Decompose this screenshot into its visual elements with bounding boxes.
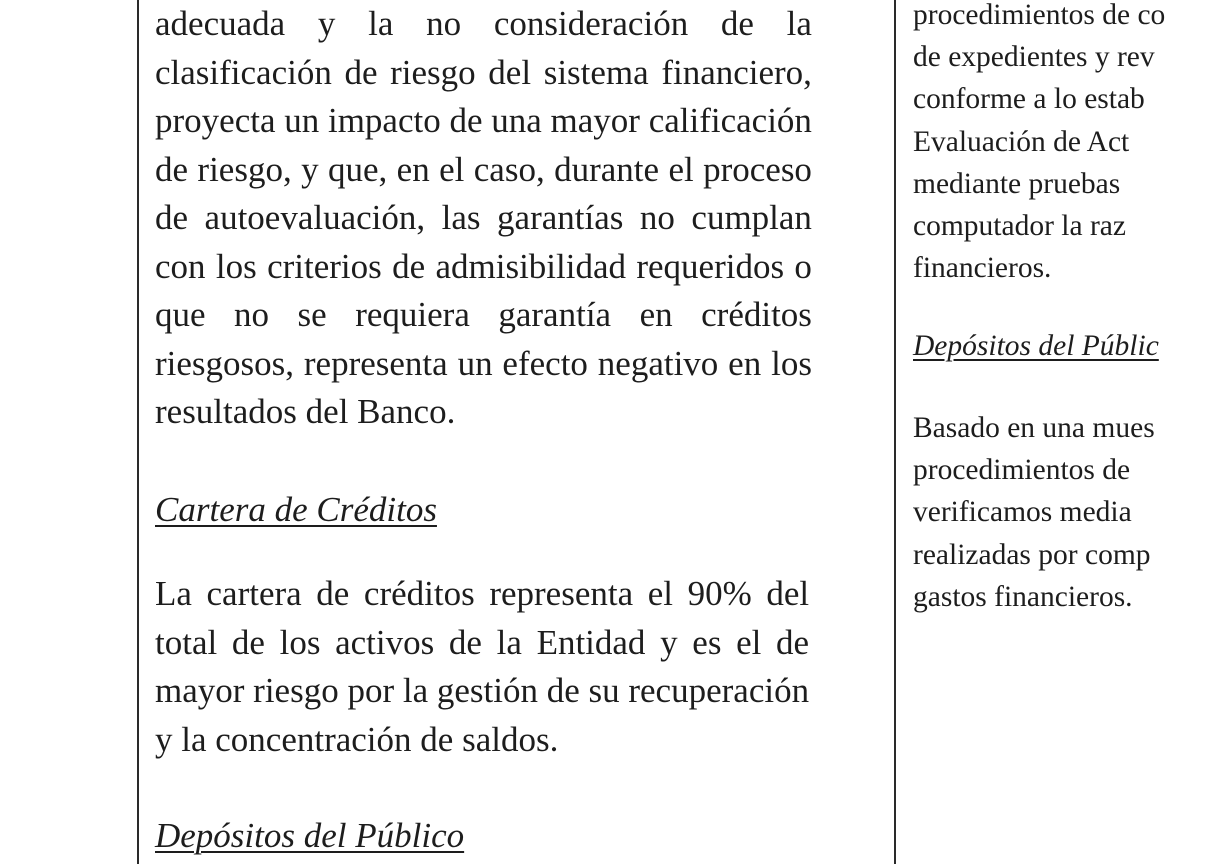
text-line: procedimientos de — [913, 454, 1131, 487]
text-line: de autoevaluación, las garantías no cumplan — [155, 198, 812, 237]
text-line: y la concentración de saldos. — [155, 719, 559, 759]
text-line: Basado en una mues — [913, 412, 1155, 444]
text-line: mayor riesgo por la gestión de su recuperación — [155, 671, 810, 710]
text-line: realizadas por comp — [913, 538, 1151, 571]
left-border-line — [137, 0, 139, 864]
text-line: La cartera de créditos representa el 90% del — [155, 574, 810, 613]
text-line: de riesgo, y que, en el caso, durante el proceso — [155, 149, 812, 189]
text-line: Evaluación de Act — [913, 125, 1130, 158]
text-line: adecuada y la no consideración de la — [155, 4, 812, 43]
section-heading-depositos: Depósitos del Público — [155, 816, 465, 855]
text-line: proyecta un impacto de una mayor calificación — [155, 101, 812, 140]
sample-paragraph — [913, 407, 1155, 618]
text-line: con los criterios de admisibilidad requeridos o — [155, 246, 812, 286]
risk-paragraph — [155, 0, 812, 437]
text-line: de expedientes y rev — [913, 41, 1155, 74]
text-line: que no se requiera garantía en créditos — [155, 295, 812, 334]
text-line: riesgosos, representa un efecto negativo en los — [155, 343, 812, 383]
text-line: resultados del Banco. — [155, 392, 456, 431]
section-heading-cartera: Cartera de Créditos — [155, 490, 437, 529]
text-line: mediante pruebas — [913, 167, 1121, 200]
text-line: financieros. — [913, 252, 1052, 285]
cartera-paragraph — [155, 570, 809, 764]
text-line: clasificación de riesgo del sistema financiero, — [155, 52, 812, 92]
column-divider-line — [894, 0, 896, 864]
procedures-paragraph — [913, 0, 1165, 289]
text-line: gastos financieros. — [913, 580, 1133, 613]
text-line: conforme a lo estab — [913, 83, 1145, 116]
text-line: verificamos media — [913, 496, 1132, 529]
text-line: computador la raz — [913, 209, 1126, 242]
text-line: total de los activos de la Entidad y es el de — [155, 622, 810, 662]
text-line: procedimientos de co — [913, 0, 1166, 31]
section-heading-depositos-right: Depósitos del Públic — [913, 330, 1159, 362]
